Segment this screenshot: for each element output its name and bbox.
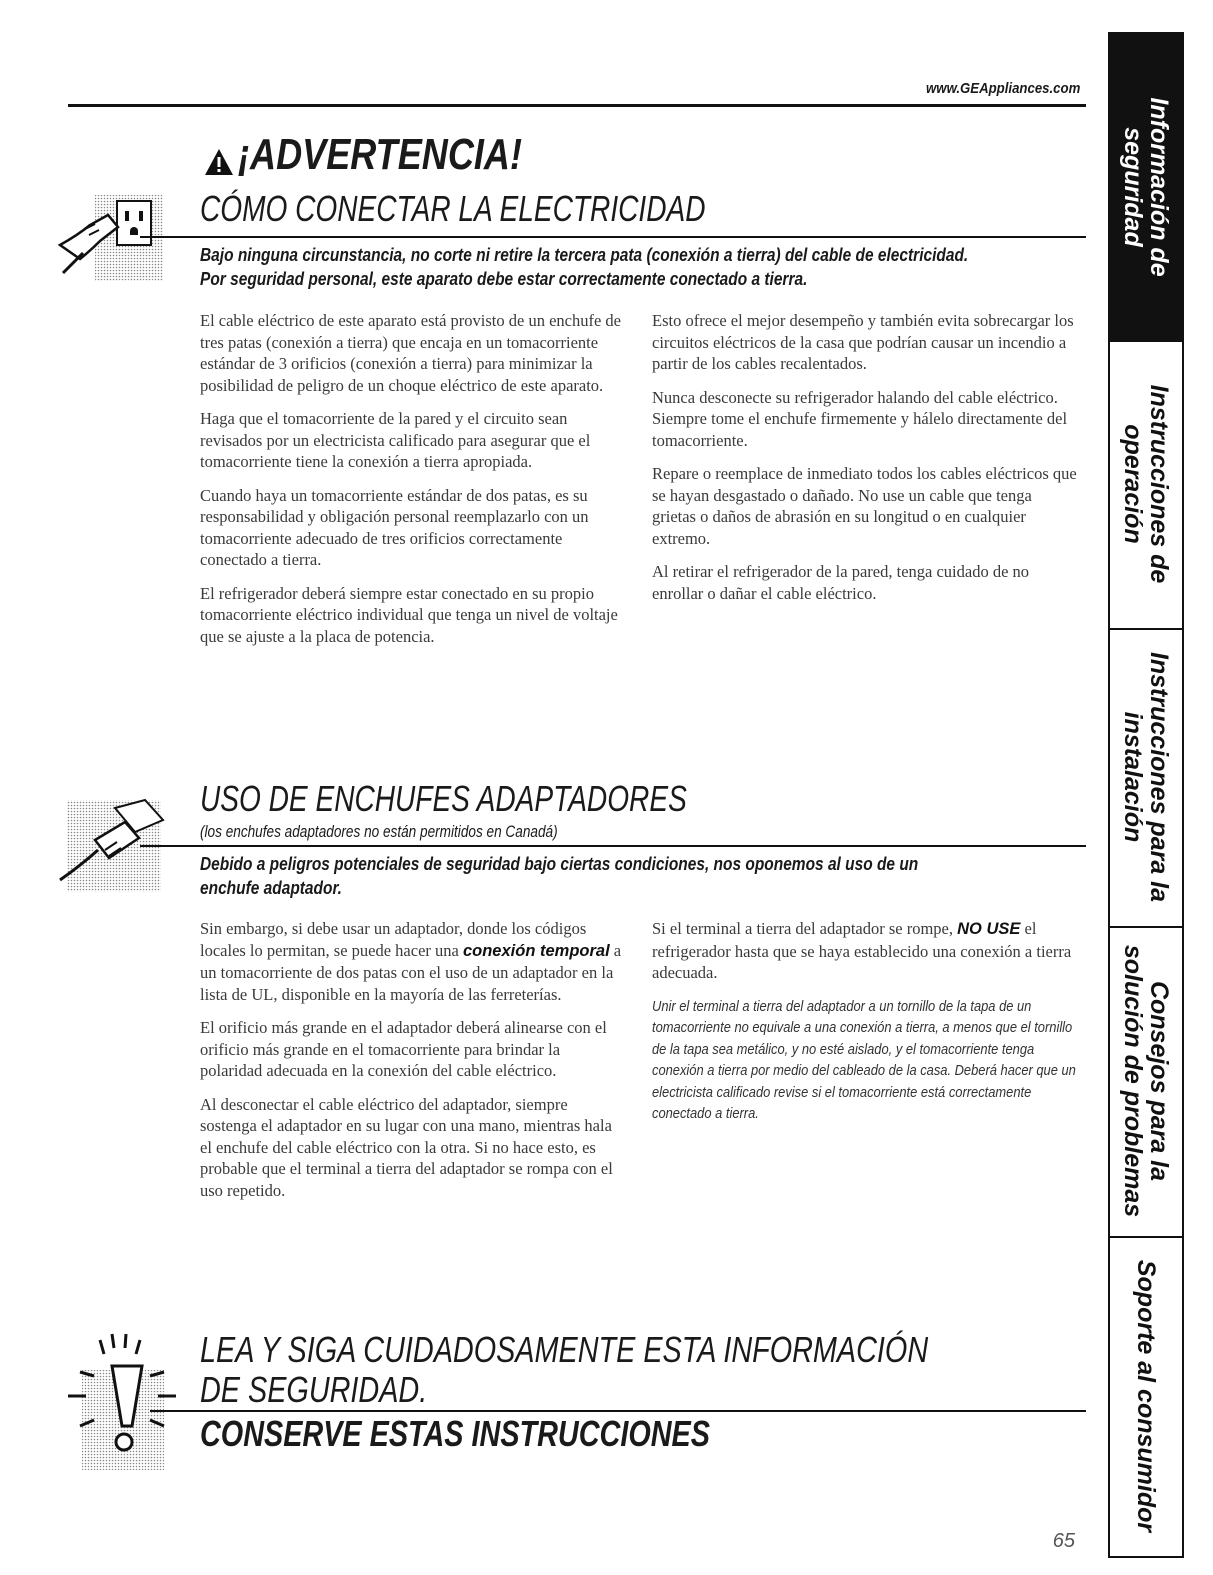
paragraph: El cable eléctrico de este aparato está provisto de un enchufe de tres patas (conexión a tierra) que encaja en un tomacorriente estándar de 3 orificios (conexión a tierra) para minimizar la posibilidad de peligro de un choque eléctrico de este aparato. [200, 311, 622, 395]
header-rule [68, 104, 1086, 107]
closing-rule [150, 1410, 1086, 1412]
text-run: el refrigerador hasta que se haya establecido una conexión a tierra adecuada. [652, 919, 1072, 982]
paragraph: Repare o reemplace de inmediato todos los cables eléctricos que se hayan desgastado o dañado. No use un cable que tenga grietas o daños de abrasión en su longitud o en cualquier extremo. [652, 464, 1077, 548]
closing-line-1: LEA Y SIGA CUIDADOSAMENTE ESTA INFORMACIÓN [200, 1329, 929, 1370]
paragraph: Esto ofrece el mejor desempeño y también evita sobrecargar los circuitos eléctricos de la casa que podrían causar un incendio a partir de los cables recalentados. [652, 311, 1074, 373]
paragraph: El refrigerador deberá siempre estar conectado en su propio tomacorriente eléctrico individual que tenga un nivel de voltaje que se ajuste a la placa de potencia. [200, 583, 618, 646]
paragraph: El orificio más grande en el adaptador deberá alinearse con el orificio más grande en el tomacorriente para brindar la polaridad adecuada en la conexión del cable eléctrico. [200, 1018, 607, 1080]
section2-left-column [200, 918, 625, 1213]
site-url: www.GEAppliances.com [925, 80, 1080, 97]
tab-label: Instrucciones para la instalación [1119, 651, 1173, 903]
section1-rule [140, 236, 1086, 238]
page-number: 65 [1052, 1530, 1075, 1552]
tab-safety-information[interactable] [1108, 32, 1184, 342]
warning-title: ¡ADVERTENCIA! [238, 130, 522, 179]
text-run: Sin embargo, si debe usar un adaptador, donde los códigos locales lo permitan, se puede hacer una [200, 919, 587, 960]
tab-label: Instrucciones de operación [1119, 384, 1173, 584]
paragraph [652, 918, 1082, 984]
section2-lead-line1: Debido a peligros potenciales de seguridad bajo ciertas condiciones, nos oponemos al uso de un [200, 854, 919, 874]
section1-lead-line2: Por seguridad personal, este aparato debe estar correctamente conectado a tierra. [200, 269, 808, 289]
paragraph: Al retirar el refrigerador de la pared, tenga cuidado de no enrollar o dañar el cable eléctrico. [652, 562, 1030, 603]
text-run: a un tomacorriente de dos patas con el uso de un adaptador en la lista de UL, disponible en la mayoría de las ferreterías. [200, 940, 622, 1004]
section1-lead-line1: Bajo ninguna circunstancia, no corte ni retire la tercera pata (conexión a tierra) del cable de electricidad. [200, 245, 969, 265]
paragraph [200, 918, 625, 1005]
warning-triangle-icon [204, 148, 234, 176]
tab-label: Consejos para la solución de problemas [1119, 944, 1173, 1218]
paragraph: Cuando haya un tomacorriente estándar de dos patas, es su responsabilidad y obligación personal reemplazarlo con un tomacorriente adecuado de tres orificios correctamente conectado a tierra. [200, 485, 589, 569]
tab-consumer-support[interactable] [1108, 1236, 1184, 1558]
section2-rule [140, 845, 1086, 847]
paragraph: Haga que el tomacorriente de la pared y el circuito sean revisados por un electricista calificado para asegurar que el tomacorriente tiene la conexión a tierra apropiada. [200, 409, 591, 471]
temporary-connection-emphasis: conexión temporal [462, 941, 610, 960]
grounding-note: Unir el terminal a tierra del adaptador a un tornillo de la tapa de un tomacorriente no equivale a una conexión a tierra, a menos que el tornillo de la tapa sea metálico, y no esté aislado, y el tomacorriente tenga conexión a tierra por medio del cableado de la casa. Deberá hacer que un electricista calificado revise si el tomacorriente está correctamente conectado a tierra. [652, 997, 1076, 1122]
section1-right-column [652, 310, 1077, 616]
tab-troubleshooting-tips[interactable] [1108, 926, 1184, 1238]
tab-label: Soporte al consumidor [1132, 1259, 1160, 1533]
section1-left-column [200, 310, 625, 659]
adapter-plug-icon [55, 780, 175, 900]
section2-lead-line2: enchufe adaptador. [200, 878, 342, 898]
tab-label: Información de seguridad [1119, 97, 1173, 277]
tab-installation-instructions[interactable] [1108, 628, 1184, 928]
tab-operating-instructions[interactable] [1108, 340, 1184, 630]
electrical-outlet-icon [55, 185, 175, 295]
do-not-use-emphasis: NO USE [957, 920, 1021, 938]
paragraph: Nunca desconecte su refrigerador halando del cable eléctrico. Siempre tome el enchufe firmemente y hálelo directamente del tomacorriente. [652, 387, 1068, 450]
closing-line-3: CONSERVE ESTAS INSTRUCCIONES [200, 1413, 710, 1454]
section2-right-column [652, 918, 1082, 1125]
text-run: Si el terminal a tierra del adaptador se rompe, [652, 919, 954, 938]
section2-subtitle: (los enchufes adaptadores no están permitidos en Canadá) [200, 822, 558, 841]
closing-line-2: DE SEGURIDAD. [200, 1369, 428, 1410]
caution-exclamation-icon [60, 1330, 185, 1475]
paragraph: Al desconectar el cable eléctrico del adaptador, siempre sostenga el adaptador en su lugar con una mano, mientras hala el enchufe del cable eléctrico con la otra. Si no hace esto, es probable que el terminal a tierra del adaptador se rompa con el uso repetido. [200, 1094, 613, 1200]
section-title-electricity: CÓMO CONECTAR LA ELECTRICIDAD [200, 188, 706, 229]
section-title-adapter-plugs: USO DE ENCHUFES ADAPTADORES [200, 778, 687, 819]
